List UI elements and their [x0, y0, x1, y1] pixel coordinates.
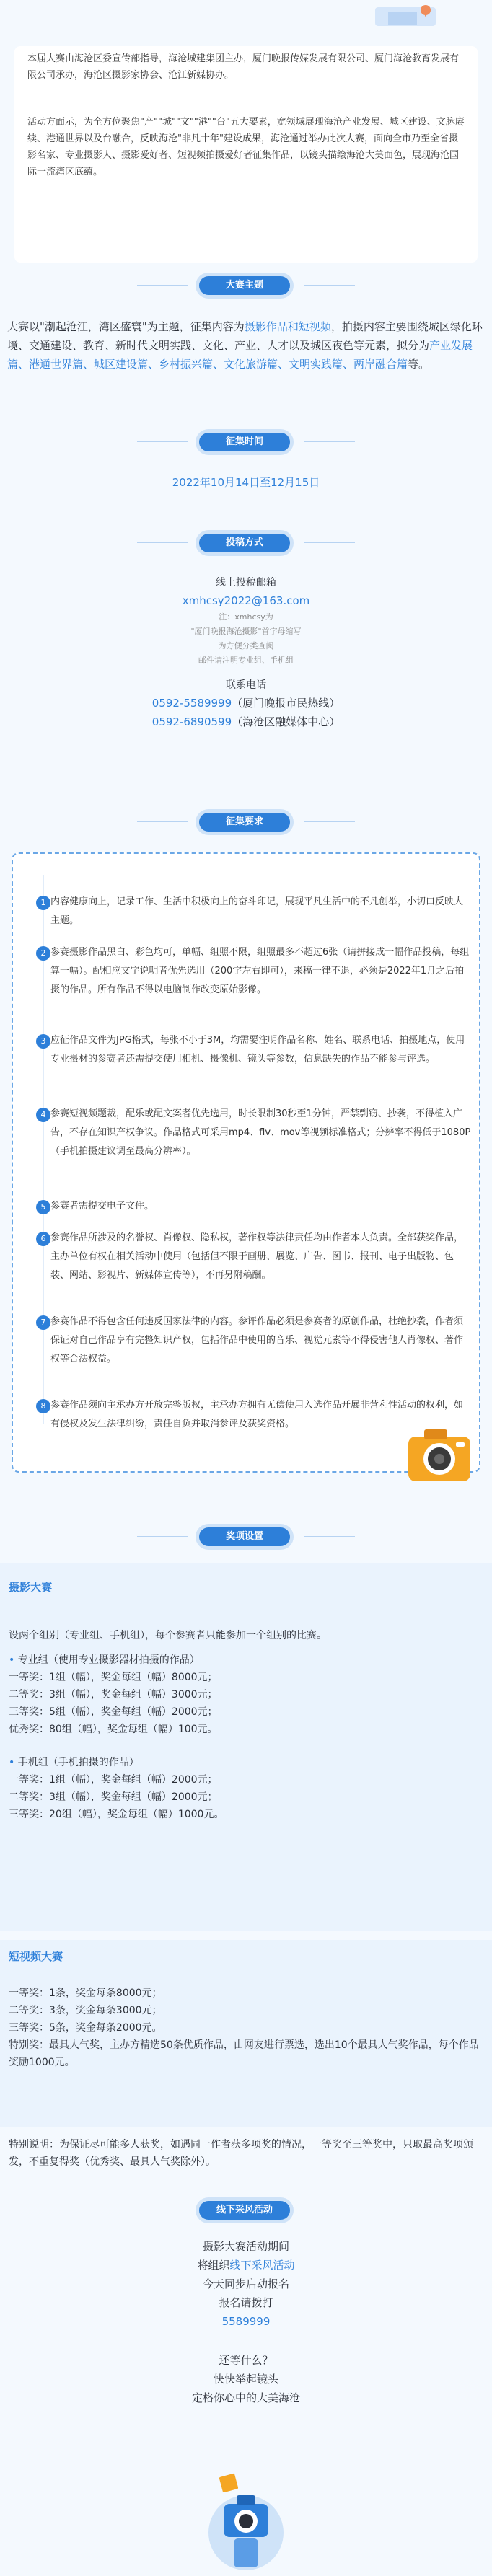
- photo-contest-title: 摄影大赛: [9, 1581, 53, 1594]
- phone-2-note: （海沧区融媒体中心）: [232, 715, 341, 728]
- requirement-number: 4: [36, 1108, 50, 1122]
- theme-text-1: 大赛以"潮起沧江，湾区盛寰"为主题，征集内容为: [7, 320, 245, 333]
- offline-block: [0, 2237, 492, 2407]
- prize-row: 特别奖：最具人气奖，主办方精选50条优质作品，由网友进行票选，选出10个最具人气奖作品，每个作品奖励1000元。: [9, 2039, 479, 2068]
- photo-contest-desc: 设两个组别（专业组、手机组），每个参赛者只能参加一个组别的比赛。: [9, 1630, 327, 1641]
- intro-card: [14, 46, 478, 263]
- phone-label: 联系电话: [226, 679, 266, 691]
- prize-row: 三等奖：20组（幅），奖金每组（幅）1000元。: [9, 1809, 224, 1820]
- requirement-item: 参赛短视频题裁，配乐或配文案者优先选用，时长限制30秒至1分钟，严禁剽窃、抄袭，不得植入广告，不存在知识产权争议。作品格式可采用mp4、flv、mov等视频标准格式；分辨率不得低于1080P（手机拍摄建议调至最高分辨率）。: [50, 1108, 471, 1157]
- mobile-group-title: • 手机组（手机拍摄的作品）: [9, 1757, 139, 1768]
- offline-wish-1: 还等什么？: [219, 2354, 273, 2367]
- requirements-title: 征集要求: [199, 813, 290, 832]
- offline-phone[interactable]: 5589999: [221, 2315, 271, 2328]
- requirement-number: 6: [36, 1232, 50, 1246]
- photo-contest-panel: [0, 1563, 492, 1931]
- offline-line-2-highlight: 线下采风活动: [229, 2259, 295, 2272]
- theme-highlight-1: 摄影作品和短视频: [244, 320, 331, 333]
- theme-highlight-2: 产业发展篇、港通世界篇、城区建设篇、乡村振兴篇、文化旅游篇、文明实践篇、两岸融合篇: [7, 339, 473, 371]
- time-title: 征集时间: [199, 433, 290, 451]
- header-decoration: [0, 0, 492, 43]
- requirement-number: 5: [36, 1200, 50, 1214]
- video-contest-title: 短视频大赛: [9, 1950, 63, 1963]
- method-block: [0, 574, 492, 731]
- video-contest-panel: [0, 1940, 492, 2127]
- email-note-3: 为方便分类查阅: [218, 641, 274, 650]
- requirement-item: 应征作品文件为JPG格式，每张不小于3M，均需要注明作品名称、姓名、联系电话、拍摄地点，使用专业摄材的参赛者还需提交使用相机、摄像机、镜头等参数，信息缺失的作品不能参与评选。: [50, 1035, 465, 1064]
- offline-wish-3: 定格你心中的大美海沧: [191, 2391, 300, 2404]
- prize-row: 二等奖：3组（幅），奖金每组（幅）3000元；: [9, 1689, 218, 1701]
- prize-row: 三等奖：5条，奖金每条2000元。: [9, 2022, 162, 2034]
- email-label: 线上投稿邮箱: [216, 577, 276, 588]
- requirement-item: 参赛摄影作品黑白、彩色均可，单幅、组照不限，组照最多不超过6张（请拼接成一幅作品投稿，每组算一幅）。配相应文字说明者优先选用（200字左右即可），来稿一律不退，必须是2022年1月之后拍摄的作品。所有作品不得以电脑制作改变原始影像。: [50, 947, 470, 995]
- requirement-number: 2: [36, 946, 50, 961]
- camera-icon: [404, 1425, 476, 1487]
- prize-row: 一等奖：1组（幅），奖金每组（幅）2000元；: [9, 1774, 218, 1786]
- intro-paragraph-1: 本届大赛由海沧区委宣传部指导，海沧城建集团主办，厦门晚报传媒发展有限公司、厦门海沧教育发展有限公司承办，海沧区摄影家协会、沧江新媒协办。: [27, 53, 460, 81]
- theme-title: 大赛主题: [199, 276, 290, 295]
- method-heading: [0, 534, 492, 552]
- requirement-item: 参赛作品所涉及的名誉权、肖像权、隐私权，著作权等法律责任均由作者本人负责。全部获奖作品，主办单位有权在相关活动中使用（包括但不限于画册、展览、广告、图书、报刊、电子出版物、包装、网站、影视片、新媒体宣传等），不再另附稿酬。: [50, 1232, 464, 1281]
- email-note-1: 注：xmhcsy为: [219, 612, 273, 622]
- method-title: 投稿方式: [199, 534, 290, 552]
- requirement-item: 内容健康向上，记录工作、生活中积极向上的奋斗印记，展现平凡生活中的不凡创举，小切口反映大主题。: [50, 896, 464, 926]
- requirement-number: 8: [36, 1399, 50, 1413]
- special-note: 特别说明：为保证尽可能多人获奖，如遇同一作者获多项奖的情况，一等奖至三等奖中，只取最高奖项颁发，不重复得奖（优秀奖、最具人气奖除外）。: [9, 2139, 473, 2168]
- phone-2[interactable]: 0592-6890599: [151, 715, 232, 728]
- theme-text-3: 等。: [408, 358, 430, 371]
- requirement-item: 参赛作品不得包含任何违反国家法律的内容。参评作品必须是参赛者的原创作品，杜绝抄袭，作者须保证对自己作品享有完整知识产权，包括作品中使用的音乐、视觉元素等不得侵害他人肖像权、著作权等合法权益。: [50, 1316, 464, 1364]
- requirements-heading: [0, 813, 492, 832]
- offline-line-4: 报名请拨打: [219, 2296, 273, 2309]
- email-note-4: 邮件请注明专业组、手机组: [198, 656, 294, 665]
- offline-wish-2: 快快举起镜头: [213, 2373, 278, 2386]
- prize-row: 一等奖：1组（幅），奖金每组（幅）8000元；: [9, 1672, 218, 1683]
- theme-text-2: ，拍摄内容主要围绕城区绿化环境、交通建设、教育、新时代文明实践、文化、产业、人才以及城区夜色等元素，拟分为: [7, 320, 483, 352]
- phone-1[interactable]: 0592-5589999: [151, 697, 232, 710]
- offline-heading: [0, 2201, 492, 2220]
- offline-line-2-pre: 将组织: [197, 2259, 230, 2272]
- requirement-number: 3: [36, 1034, 50, 1049]
- prize-row: 二等奖：3条，奖金每条3000元；: [9, 2005, 162, 2016]
- pro-group-title: • 专业组（使用专业摄影器材拍摄的作品）: [9, 1654, 200, 1666]
- phone-1-note: （厦门晚报市民热线）: [232, 697, 341, 710]
- offline-title: 线下采风活动: [199, 2201, 290, 2220]
- requirement-item: 参赛作品须向主承办方开放完整版权，主承办方拥有无偿使用入选作品开展非营利性活动的权利，如有侵权及发生法律纠纷，责任自负并取消参评及获奖资格。: [50, 1400, 464, 1429]
- theme-heading: [0, 276, 492, 295]
- offline-line-1: 摄影大赛活动期间: [202, 2240, 289, 2253]
- requirement-item: 参赛者需提交电子文件。: [50, 1201, 154, 1212]
- prize-row: 一等奖：1条，奖金每条8000元；: [9, 1988, 162, 1999]
- pro-group-label: 专业组（使用专业摄影器材拍摄的作品）: [17, 1654, 200, 1666]
- award-heading: [0, 1527, 492, 1546]
- offline-line-3: 今天同步启动报名: [202, 2277, 289, 2290]
- mobile-group-label: 手机组（手机拍摄的作品）: [17, 1757, 139, 1768]
- time-heading: [0, 433, 492, 451]
- time-range: 2022年10月14日至12月15日: [172, 476, 320, 489]
- requirements-box: [12, 852, 480, 1473]
- email-address[interactable]: xmhcsy2022@163.com: [182, 594, 310, 607]
- requirement-number: 1: [36, 896, 50, 910]
- prize-row: 二等奖：3组（幅），奖金每组（幅）2000元；: [9, 1791, 218, 1803]
- photographer-illustration: [199, 2466, 293, 2573]
- intro-paragraph-2: 活动方面示，为全方位聚焦"产""城""文""港""台"五大要素，宽领域展现海沧产业发展、城区建设、文脉赓续、港通世界以及台融合，反映海沧"非凡十年"建设成果，海沧通过举办此次大赛，面向全市乃至全省摄影名家、专业摄影人、摄影爱好者、短视频拍摄爱好者征集作品，以镜头描绘海沧大美面色，展现海沧国际一流湾区底蕴。: [27, 117, 465, 177]
- award-title: 奖项设置: [199, 1527, 290, 1546]
- prize-row: 优秀奖：80组（幅），奖金每组（幅）100元。: [9, 1724, 218, 1735]
- requirement-number: 7: [36, 1315, 50, 1330]
- theme-text: [7, 317, 485, 374]
- prize-row: 三等奖：5组（幅），奖金每组（幅）2000元；: [9, 1706, 218, 1718]
- email-note-2: "厦门晚报海沧摄影"首字母缩写: [190, 627, 302, 636]
